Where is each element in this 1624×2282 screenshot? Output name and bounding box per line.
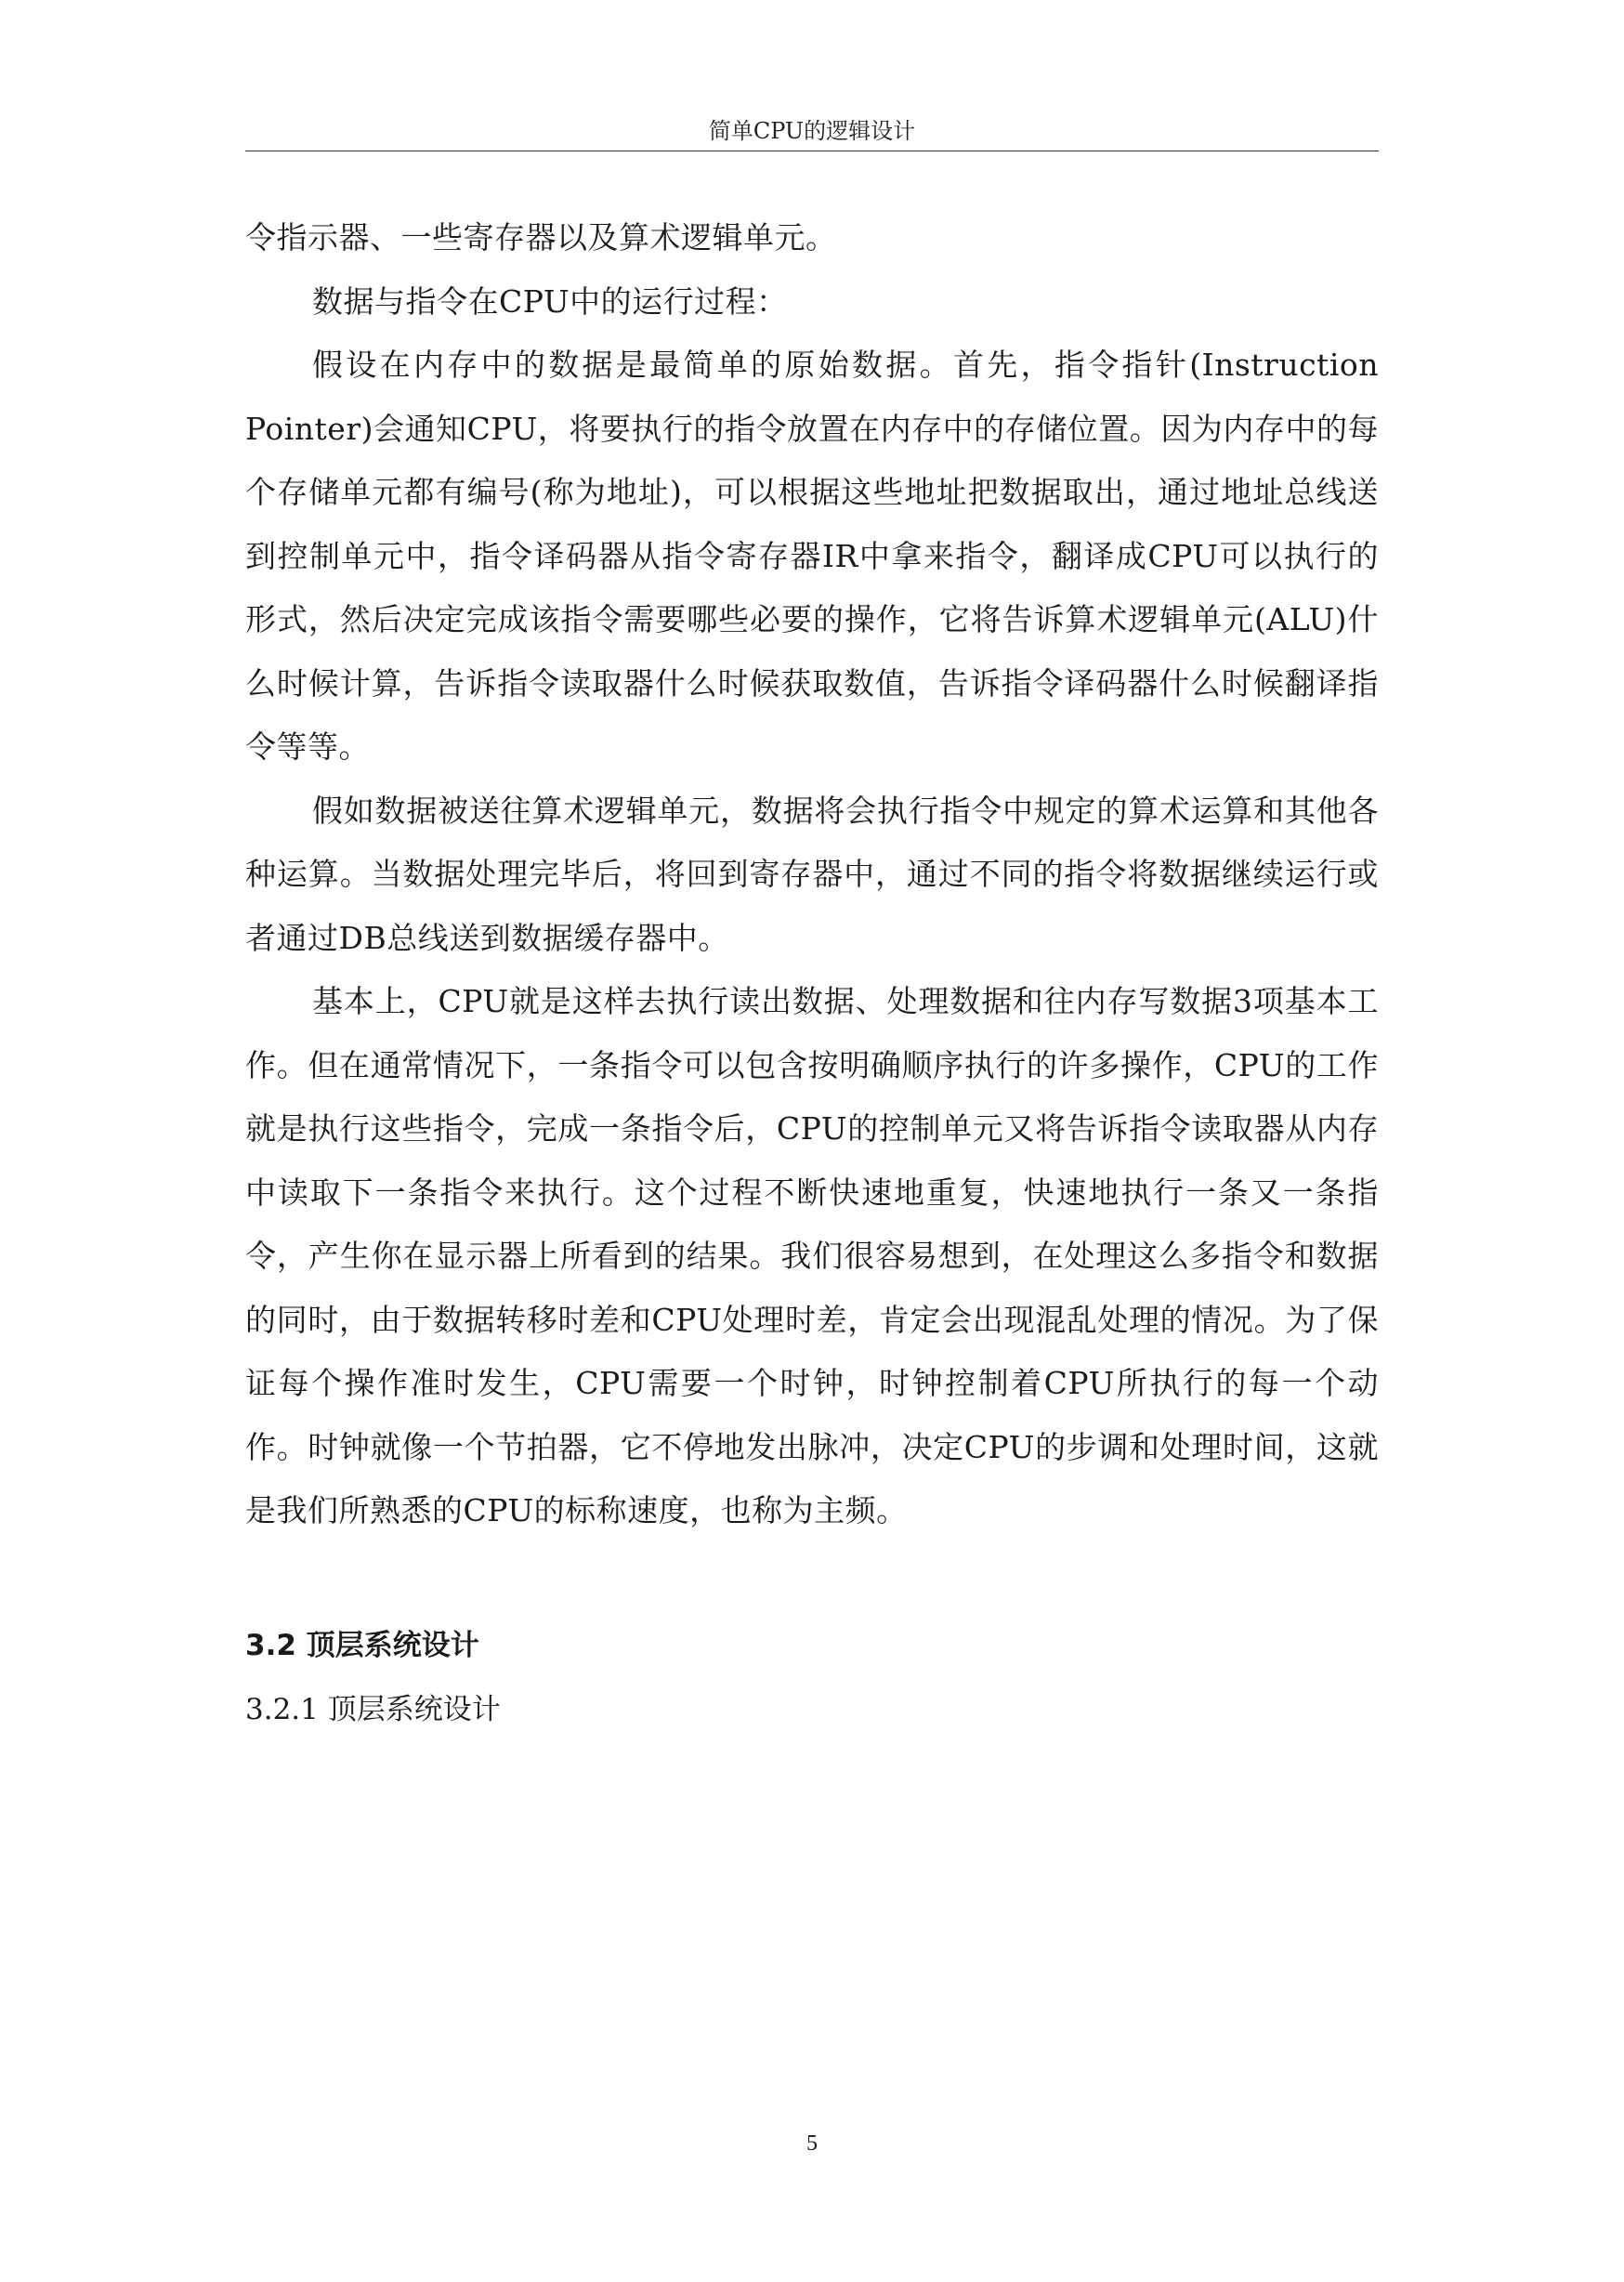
body-text [245,206,1379,1543]
paragraph-process-intro: 数据与指令在CPU中的运行过程： [312,282,788,320]
paragraph-continuation: 令指示器、一些寄存器以及算术逻辑单元。 [245,219,837,256]
paragraph-instruction-pointer: 假设在内存中的数据是最简单的原始数据。首先，指令指针(Instruction Pointer)会通知CPU，将要执行的指令放置在内存中的存储位置。因为内存中的每个存储单元都有编号(称为地址)，可以根据这些地址把数据取出，通过地址总线送到控制单元中，指令译码器从指令寄存器IR中拿来指令，翻译成CPU可以执行的形式，然后决定完成该指令需要哪些必要的操作，它将告诉算术逻辑单元(ALU)什么时候计算，告诉指令读取器什么时候获取数值，告诉指令译码器什么时候翻译指令等等。 [245,347,1379,765]
running-header: 简单CPU的逻辑设计 [708,118,916,144]
paragraph-clock: 基本上，CPU就是这样去执行读出数据、处理数据和往内存写数据3项基本工作。但在通常情况下，一条指令可以包含按明确顺序执行的许多操作，CPU的工作就是执行这些指令，完成一条指令后，CPU的控制单元又将告诉指令读取器从内存中读取下一条指令来执行。这个过程不断快速地重复，快速地执行一条又一条指令，产生你在显示器上所看到的结果。我们很容易想到，在处理这么多指令和数据的同时，由于数据转移时差和CPU处理时差，肯定会出现混乱处理的情况。为了保证每个操作准时发生，CPU需要一个时钟，时钟控制着CPU所执行的每一个动作。时钟就像一个节拍器，它不停地发出脉冲，决定CPU的步调和处理时间，这就是我们所熟悉的CPU的标称速度，也称为主频。 [245,983,1379,1528]
page-number: 5 [806,2131,818,2156]
section-heading: 3.2 顶层系统设计 [245,1629,479,1662]
paragraph-alu: 假如数据被送往算术逻辑单元，数据将会执行指令中规定的算术运算和其他各种运算。当数据处理完毕后，将回到寄存器中，通过不同的指令将数据继续运行或者通过DB总线送到数据缓存器中。 [245,792,1379,956]
subsection-heading: 3.2.1 顶层系统设计 [245,1693,501,1726]
